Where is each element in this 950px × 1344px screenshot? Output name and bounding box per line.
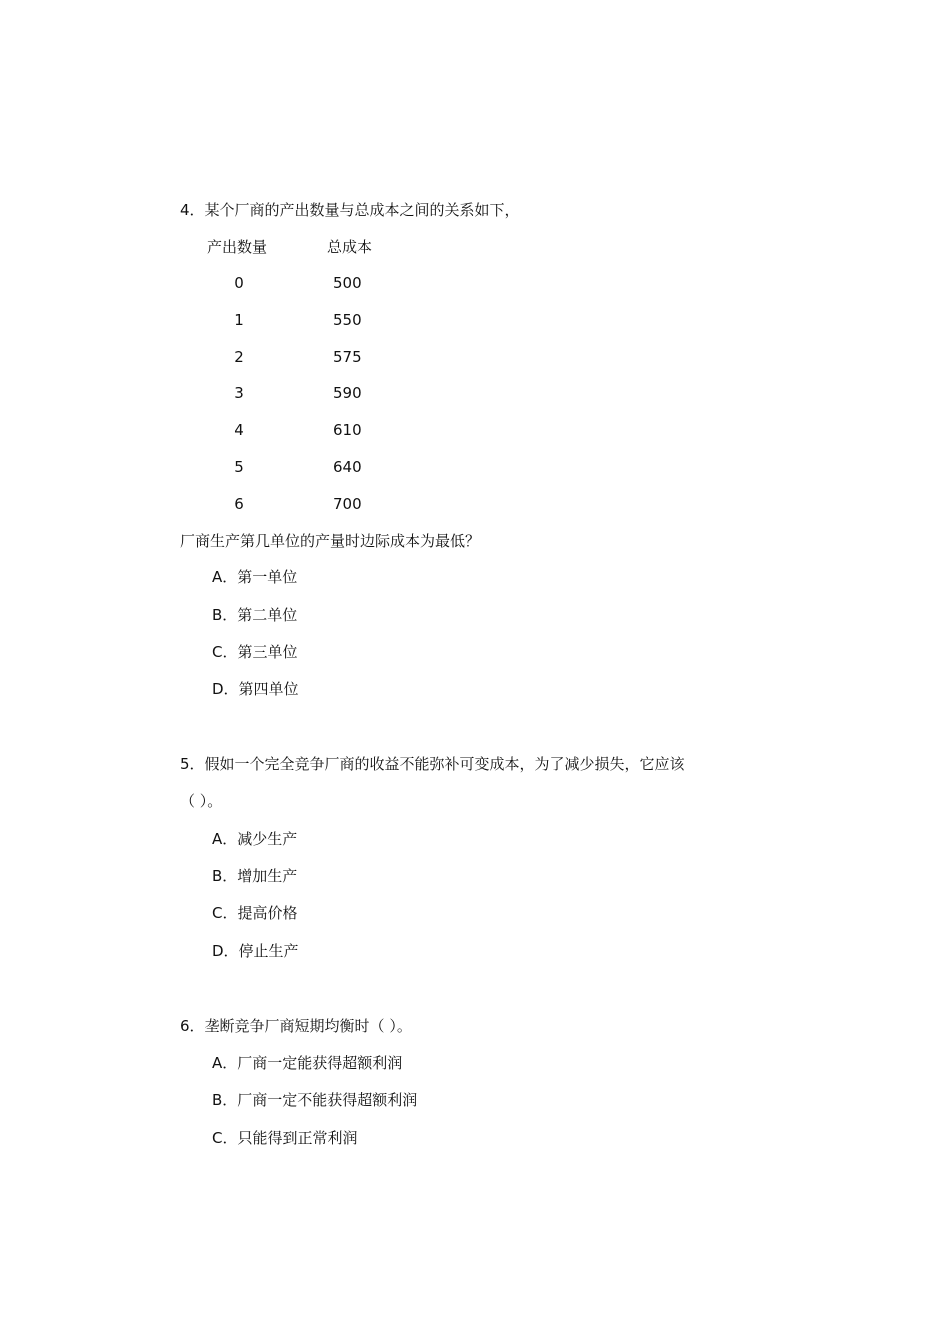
table-header-total-cost: 总成本 bbox=[327, 238, 373, 256]
option-b: B．第二单位 bbox=[212, 606, 298, 624]
table-cell-cost: 500 bbox=[333, 274, 362, 292]
table-cell-cost: 550 bbox=[333, 311, 362, 329]
option-a: A．厂商一定能获得超额利润 bbox=[212, 1054, 403, 1072]
table-cell-cost: 575 bbox=[333, 348, 362, 366]
table-cell-quantity: 3 bbox=[234, 384, 244, 402]
question-5-stem-continued: （ ）。 bbox=[180, 792, 223, 810]
table-cell-quantity: 0 bbox=[234, 274, 244, 292]
option-c: C．只能得到正常利润 bbox=[212, 1129, 358, 1147]
table-cell-cost: 610 bbox=[333, 421, 362, 439]
table-cell-quantity: 2 bbox=[234, 348, 244, 366]
question-4-prompt: 厂商生产第几单位的产量时边际成本为最低？ bbox=[180, 532, 481, 550]
table-cell-cost: 590 bbox=[333, 384, 362, 402]
option-c: C．第三单位 bbox=[212, 643, 298, 661]
question-6-stem: 6．垄断竞争厂商短期均衡时（ ）。 bbox=[180, 1017, 412, 1035]
option-d: D．停止生产 bbox=[212, 942, 299, 960]
table-cell-quantity: 5 bbox=[234, 458, 244, 476]
option-a: A．减少生产 bbox=[212, 830, 298, 848]
option-c: C．提高价格 bbox=[212, 904, 298, 922]
table-cell-quantity: 4 bbox=[234, 421, 244, 439]
option-d: D．第四单位 bbox=[212, 680, 299, 698]
option-a: A．第一单位 bbox=[212, 568, 298, 586]
option-b: B．增加生产 bbox=[212, 867, 298, 885]
table-header-quantity: 产出数量 bbox=[207, 238, 268, 256]
table-cell-cost: 700 bbox=[333, 495, 362, 513]
question-4-stem: 4．某个厂商的产出数量与总成本之间的关系如下， bbox=[180, 201, 520, 219]
question-5-stem: 5．假如一个完全竞争厂商的收益不能弥补可变成本，为了减少损失，它应该 bbox=[180, 755, 685, 773]
table-cell-cost: 640 bbox=[333, 458, 362, 476]
option-b: B．厂商一定不能获得超额利润 bbox=[212, 1091, 418, 1109]
table-cell-quantity: 1 bbox=[234, 311, 244, 329]
table-cell-quantity: 6 bbox=[234, 495, 244, 513]
